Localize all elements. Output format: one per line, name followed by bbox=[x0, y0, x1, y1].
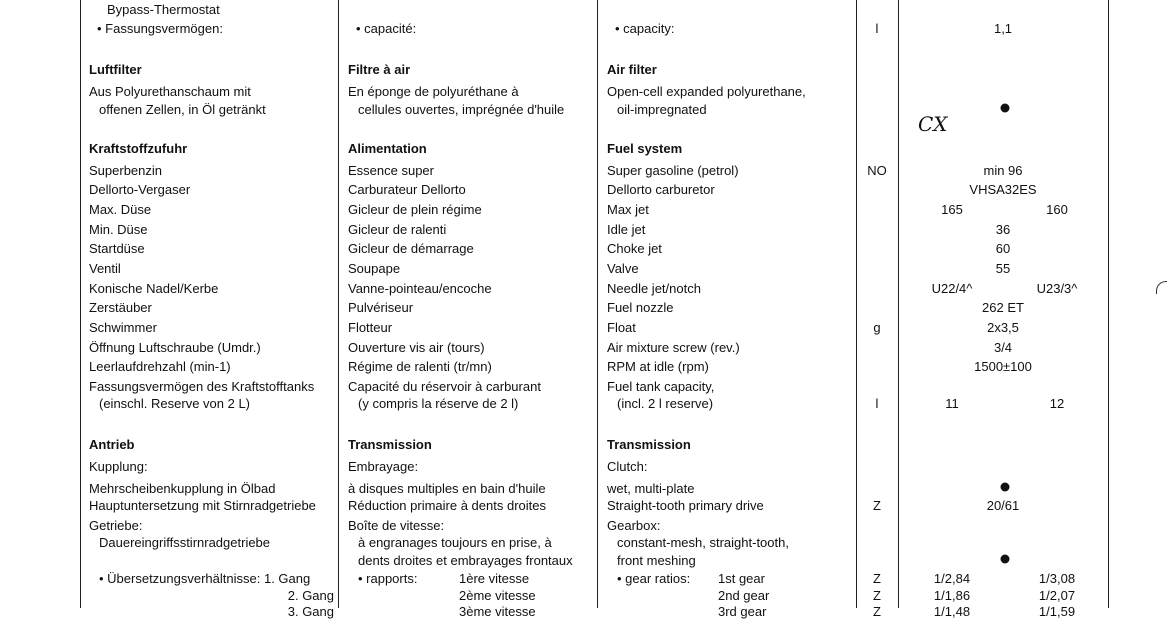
label-en: Straight-tooth primary drive bbox=[607, 498, 764, 513]
value-cell: 1,1 bbox=[993, 21, 1013, 36]
label-de-gear: 2. Gang bbox=[287, 588, 334, 603]
label-fr-gear: 2ème vitesse bbox=[459, 588, 536, 603]
label-en: Fuel tank capacity, bbox=[607, 379, 715, 394]
label-fr: cellules ouvertes, imprégnée d'huile bbox=[358, 102, 565, 117]
label-fr: Gicleur de plein régime bbox=[348, 202, 482, 217]
label-fr: à engranages toujours en prise, à bbox=[358, 535, 552, 550]
section-heading-de: Luftfilter bbox=[89, 62, 142, 77]
value-cell-right: 1/1,59 bbox=[1038, 604, 1076, 619]
label-fr: Gicleur de démarrage bbox=[348, 241, 474, 256]
label-en: oil-impregnated bbox=[617, 102, 707, 117]
label-fr: dents droites et embrayages frontaux bbox=[358, 553, 573, 568]
unit-cell: Z bbox=[873, 498, 881, 513]
label-en-gear: 1st gear bbox=[718, 571, 765, 586]
value-cell: 55 bbox=[995, 261, 1011, 276]
label-fr: Réduction primaire à dents droites bbox=[348, 498, 546, 513]
label-de: Hauptuntersetzung mit Stirnradgetriebe bbox=[89, 498, 316, 513]
label-fr: Capacité du réservoir à carburant bbox=[348, 379, 541, 394]
label-en: Gearbox: bbox=[607, 518, 661, 533]
label-fr: Gicleur de ralenti bbox=[348, 222, 447, 237]
label-fr: Carburateur Dellorto bbox=[348, 182, 466, 197]
label-fr: Pulvériseur bbox=[348, 300, 414, 315]
column-divider-right-edge bbox=[1108, 0, 1109, 608]
label-fr-gear: 1ère vitesse bbox=[459, 571, 530, 586]
label-de: • Übersetzungsverhältnisse: 1. Gang bbox=[99, 571, 311, 586]
label-en: (incl. 2 l reserve) bbox=[617, 396, 714, 411]
label-fr: Embrayage: bbox=[348, 459, 419, 474]
value-cell: 1500±100 bbox=[974, 359, 1032, 374]
value-cell: min 96 bbox=[983, 163, 1023, 178]
unit-cell: g bbox=[873, 320, 881, 335]
label-de: • Fassungsvermögen: bbox=[97, 21, 223, 36]
label-de: Getriebe: bbox=[89, 518, 143, 533]
column-divider-fr-en bbox=[597, 0, 598, 608]
label-fr: Soupape bbox=[348, 261, 401, 276]
bullet-dot-icon bbox=[1001, 104, 1010, 113]
value-cell-right: 160 bbox=[1046, 202, 1068, 217]
value-cell: 20/61 bbox=[986, 498, 1020, 513]
label-en: Air mixture screw (rev.) bbox=[607, 340, 740, 355]
unit-cell: NO bbox=[867, 163, 887, 178]
label-fr: • capacité: bbox=[356, 21, 417, 36]
label-en: Clutch: bbox=[607, 459, 648, 474]
value-cell-left: 11 bbox=[945, 396, 959, 411]
value-cell-right: 12 bbox=[1049, 396, 1065, 411]
label-en: Fuel nozzle bbox=[607, 300, 674, 315]
label-en: Idle jet bbox=[607, 222, 646, 237]
value-cell-right: U23/3^ bbox=[1036, 281, 1078, 296]
bullet-dot-icon bbox=[1001, 555, 1010, 564]
value-cell: 36 bbox=[995, 222, 1011, 237]
label-en: wet, multi-plate bbox=[607, 481, 695, 496]
label-fr: Flotteur bbox=[348, 320, 393, 335]
label-de: Dauereingriffsstirnradgetriebe bbox=[99, 535, 271, 550]
label-de: Min. Düse bbox=[89, 222, 148, 237]
unit-cell: Z bbox=[873, 588, 881, 603]
section-heading-de: Kraftstoffzufuhr bbox=[89, 141, 188, 156]
value-cell-left: 1/1,48 bbox=[933, 604, 971, 619]
value-cell: 60 bbox=[995, 241, 1011, 256]
unit-cell: l bbox=[875, 396, 879, 411]
label-de: Leerlaufdrehzahl (min-1) bbox=[89, 359, 231, 374]
label-en: front meshing bbox=[617, 553, 696, 568]
unit-cell: Z bbox=[873, 604, 881, 619]
section-heading-de: Antrieb bbox=[89, 437, 135, 452]
column-divider-unit-value bbox=[898, 0, 899, 608]
label-fr: Régime de ralenti (tr/mn) bbox=[348, 359, 492, 374]
value-cell-left: 165 bbox=[941, 202, 963, 217]
label-de: Kupplung: bbox=[89, 459, 148, 474]
section-heading-fr: Transmission bbox=[348, 437, 432, 452]
value-cell-left: U22/4^ bbox=[931, 281, 973, 296]
label-de: Aus Polyurethanschaum mit bbox=[89, 84, 251, 99]
label-de: Dellorto-Vergaser bbox=[89, 182, 191, 197]
label-fr: Boîte de vitesse: bbox=[348, 518, 445, 533]
label-de: Zerstäuber bbox=[89, 300, 152, 315]
value-cell: 262 ET bbox=[982, 300, 1024, 315]
label-de: Fassungsvermögen des Kraftstofftanks bbox=[89, 379, 315, 394]
label-de: offenen Zellen, in Öl getränkt bbox=[99, 102, 266, 117]
label-de: Ventil bbox=[89, 261, 121, 276]
label-de: Startdüse bbox=[89, 241, 145, 256]
value-cell-left: 1/2,84 bbox=[933, 571, 971, 586]
label-fr: Vanne-pointeau/encoche bbox=[348, 281, 492, 296]
label-de: Mehrscheibenkupplung in Ölbad bbox=[89, 481, 276, 496]
label-de: Max. Düse bbox=[89, 202, 152, 217]
column-divider-en-unit bbox=[856, 0, 857, 608]
bullet-dot-icon bbox=[1001, 483, 1010, 492]
margin-tick-mark bbox=[1156, 281, 1167, 294]
section-heading-en: Air filter bbox=[607, 62, 657, 77]
unit-cell: l bbox=[875, 21, 879, 36]
section-heading-en: Transmission bbox=[607, 437, 691, 452]
label-en-gear: 3rd gear bbox=[718, 604, 767, 619]
label-fr: à disques multiples en bain d'huile bbox=[348, 481, 546, 496]
label-en: Needle jet/notch bbox=[607, 281, 701, 296]
label-de: Schwimmer bbox=[89, 320, 157, 335]
label-de-gear: 3. Gang bbox=[287, 604, 334, 619]
label-en: Choke jet bbox=[607, 241, 662, 256]
label-en: Valve bbox=[607, 261, 639, 276]
label-de: Konische Nadel/Kerbe bbox=[89, 281, 219, 296]
label-en: Open-cell expanded polyurethane, bbox=[607, 84, 806, 99]
label-de: Öffnung Luftschraube (Umdr.) bbox=[89, 340, 261, 355]
label-fr: En éponge de polyuréthane à bbox=[348, 84, 519, 99]
value-cell: VHSA32ES bbox=[969, 182, 1037, 197]
column-divider-left-edge bbox=[80, 0, 81, 608]
value-cell: 3/4 bbox=[993, 340, 1013, 355]
label-fr: Ouverture vis air (tours) bbox=[348, 340, 485, 355]
label-en: Max jet bbox=[607, 202, 649, 217]
label-en: Float bbox=[607, 320, 636, 335]
label-fr: (y compris la réserve de 2 l) bbox=[358, 396, 519, 411]
value-cell-right: 1/2,07 bbox=[1038, 588, 1076, 603]
value-cell-right: 1/3,08 bbox=[1038, 571, 1076, 586]
handwritten-note: CX bbox=[918, 112, 948, 136]
label-en: Super gasoline (petrol) bbox=[607, 163, 739, 178]
label-de: (einschl. Reserve von 2 L) bbox=[99, 396, 251, 411]
section-heading-en: Fuel system bbox=[607, 141, 683, 156]
label-fr: • rapports: bbox=[358, 571, 418, 586]
section-heading-fr: Filtre à air bbox=[348, 62, 411, 77]
section-heading-fr: Alimentation bbox=[348, 141, 427, 156]
column-divider-de-fr bbox=[338, 0, 339, 608]
label-fr: Essence super bbox=[348, 163, 434, 178]
label-de: Bypass-Thermostat bbox=[107, 2, 220, 17]
label-fr-gear: 3ème vitesse bbox=[459, 604, 536, 619]
label-en: • gear ratios: bbox=[617, 571, 691, 586]
label-en: Dellorto carburetor bbox=[607, 182, 715, 197]
label-en-gear: 2nd gear bbox=[718, 588, 770, 603]
value-cell: 2x3,5 bbox=[987, 320, 1019, 335]
label-en: • capacity: bbox=[615, 21, 675, 36]
label-en: RPM at idle (rpm) bbox=[607, 359, 709, 374]
value-cell-left: 1/1,86 bbox=[933, 588, 971, 603]
unit-cell: Z bbox=[873, 571, 881, 586]
label-en: constant-mesh, straight-tooth, bbox=[617, 535, 789, 550]
label-de: Superbenzin bbox=[89, 163, 162, 178]
